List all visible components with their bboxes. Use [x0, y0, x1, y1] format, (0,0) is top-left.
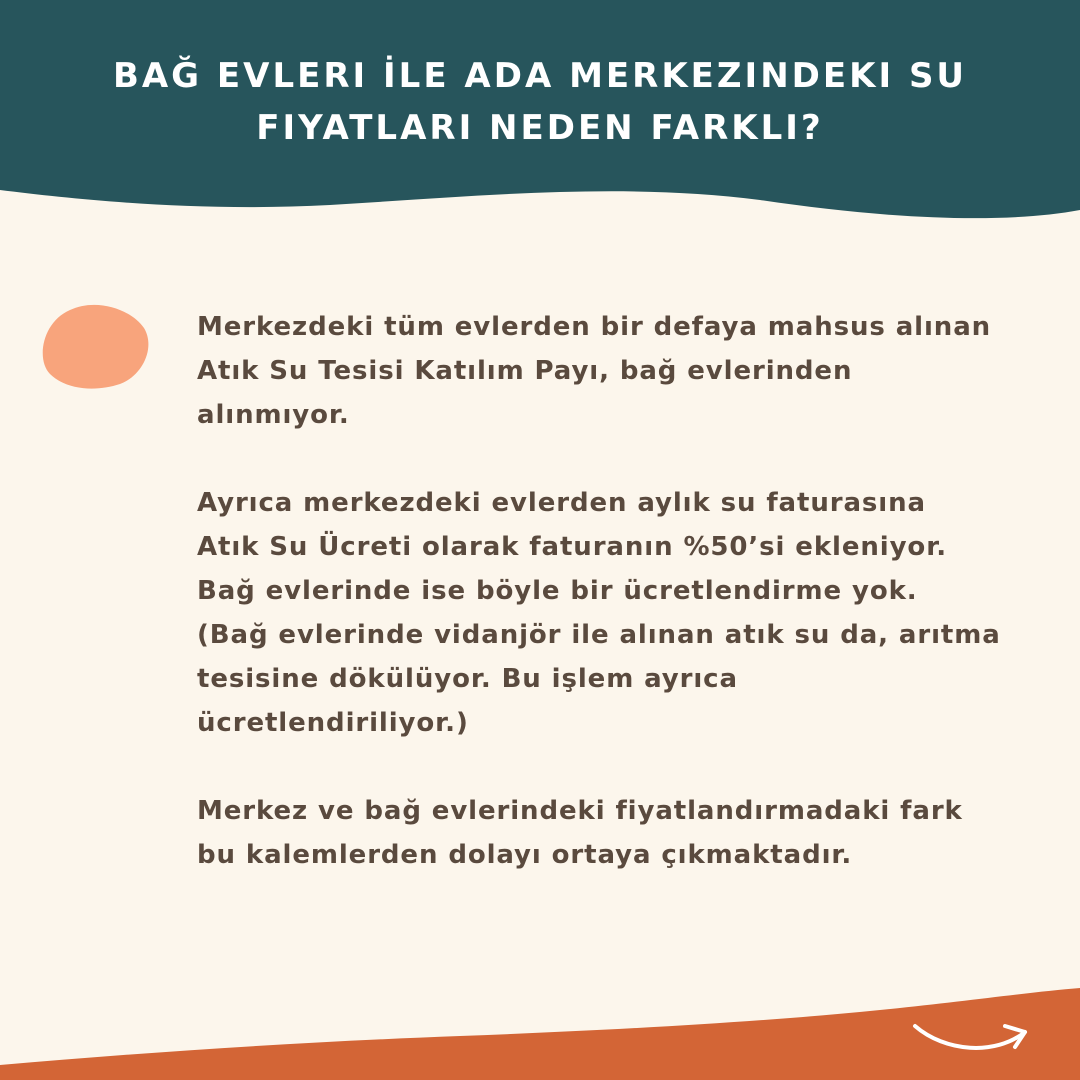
body-text [197, 305, 1047, 921]
footer-wave [0, 988, 1080, 1080]
paragraph-conclusion: Merkez ve bağ evlerindeki fiyatlandırmadaki fark bu kalemlerden dolayı ortaya çıkmaktadır. [197, 796, 963, 870]
paragraph-wastewater-fee: Ayrıca merkezdeki evlerden aylık su faturasına Atık Su Ücreti olarak faturanın %50’si ekleniyor. Bağ evlerinde ise böyle bir ücretlendirme yok. (Bağ evlerinde vidanjör ile alınan atık su da, arıtma tesisine dökülüyor. Bu işlem ayrıca ücretlendiriliyor.) [197, 488, 1001, 738]
decorative-blob [43, 305, 149, 389]
page-title: BAĞ EVLERI İLE ADA MERKEZINDEKI SU FIYATLARI NEDEN FARKLI? [112, 56, 968, 148]
paragraph-fee-exemption: Merkezdeki tüm evlerden bir defaya mahsus alınan Atık Su Tesisi Katılım Payı, bağ evlerinden alınmıyor. [197, 312, 992, 430]
